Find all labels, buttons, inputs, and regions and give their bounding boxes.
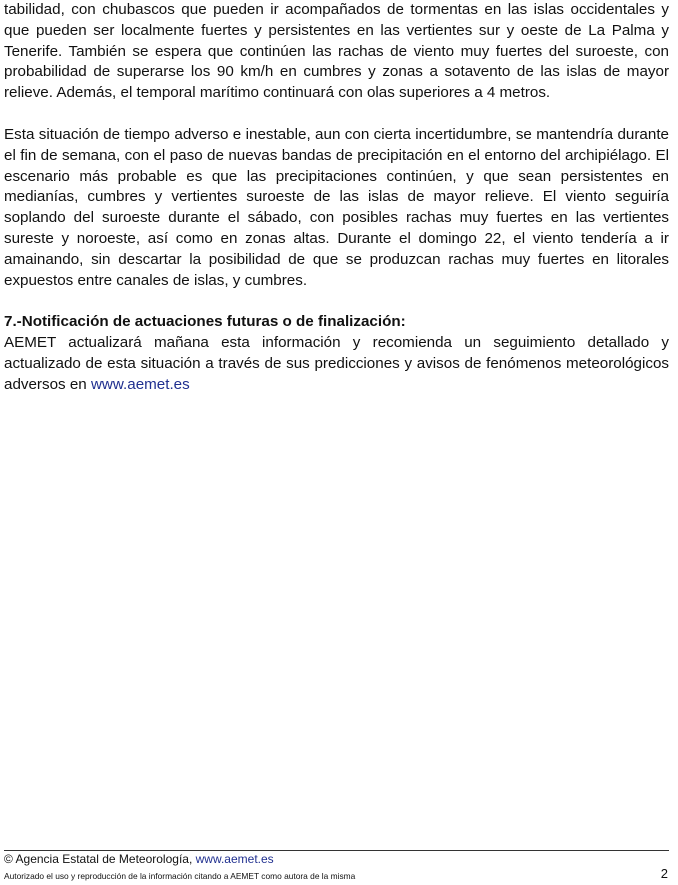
footer-copyright (4, 852, 274, 866)
paragraph-spacer (4, 104, 669, 125)
footer-aemet-link[interactable]: www.aemet.es (195, 852, 274, 866)
footer-notice: Autorizado el uso y reproducción de la información citando a AEMET como autora de la misma (4, 871, 356, 881)
page-number: 2 (660, 866, 668, 881)
paragraph-wind-rain: tabilidad, con chubascos que pueden ir acompañados de tormentas en las islas occidentales y que pueden ser localmente fuertes y persistentes en las vertientes sur y oeste de La Palma y Tenerife. También se espera que continúen las rachas de viento muy fuertes del suroeste, con probabilidad de superarse los 90 km/h en cumbres y zonas a sotavento de las islas de mayor relieve. Además, el temporal marítimo continuará con olas superiores a 4 metros. (4, 1, 669, 102)
paragraph-weekend-outlook: Esta situación de tiempo adverso e inestable, aun con cierta incertidumbre, se mantendría durante el fin de semana, con el paso de nuevas bandas de precipitación en el entorno del archipiélago. El escenario más probable es que las precipitaciones continúen, y que sean persistentes en medianías, cumbres y vertientes suroeste de las islas de mayor relieve. El viento seguiría soplando del suroeste durante el sábado, con posibles rachas muy fuertes en las vertientes sureste y noroeste, así como en zonas altas. Durante el domingo 22, el viento tendería a ir amainando, sin descartar la posibilidad de que se produzcan rachas muy fuertes en litorales expuestos entre canales de islas, y cumbres. (4, 125, 669, 289)
section-7-body: AEMET actualizará mañana esta información y recomienda un seguimiento detallado y actualizado de esta situación a través de sus predicciones y avisos de fenómenos meteorológicos adversos en (4, 334, 669, 393)
section-7-heading: 7.-Notificación de actuaciones futuras o de finalización: (4, 313, 406, 331)
aemet-link[interactable]: www.aemet.es (90, 375, 190, 393)
document-body (4, 0, 669, 396)
footer-divider (4, 850, 669, 851)
paragraph-spacer (4, 291, 669, 312)
section-7-text (4, 333, 669, 395)
copyright-text: © Agencia Estatal de Meteorología, (4, 852, 196, 866)
